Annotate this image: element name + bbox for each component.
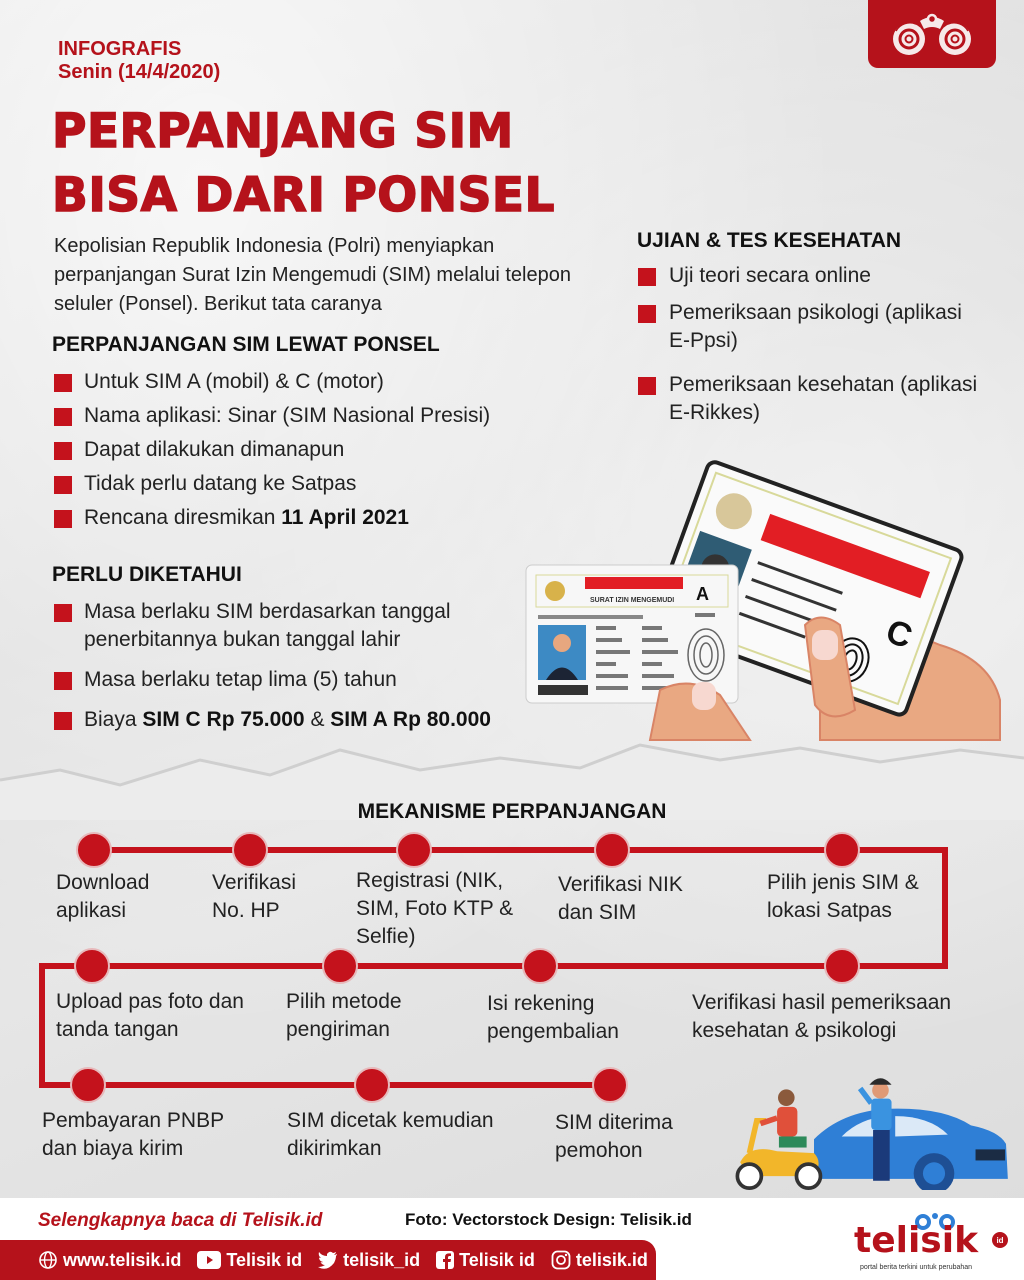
list-item: Rencana diresmikan 11 April 2021 — [54, 504, 534, 532]
list-item: Pemeriksaan psikologi (aplikasi E-Ppsi) — [638, 299, 978, 355]
step-7: Isi rekening pengembalian — [487, 992, 619, 1043]
square-bullet-icon — [638, 305, 656, 323]
square-bullet-icon — [54, 374, 72, 392]
title-line-2: BISA DARI PONSEL — [52, 168, 555, 223]
list-item: Masa berlaku tetap lima (5) tahun — [54, 666, 524, 694]
telisik-logo — [852, 1212, 1022, 1276]
square-bullet-icon — [54, 672, 72, 690]
social-twitter[interactable]: telisik_id — [318, 1250, 420, 1271]
square-bullet-icon — [54, 510, 72, 528]
photo-design-credit: Foto: Vectorstock Design: Telisik.id — [405, 1210, 692, 1229]
title-line-1: PERPANJANG SIM — [52, 104, 514, 159]
section-heading-ujian: UJIAN & TES KESEHATAN — [637, 229, 902, 252]
step-10: Pembayaran PNBP dan biaya kirim — [42, 1109, 224, 1160]
launch-date: 11 April 2021 — [281, 506, 409, 529]
social-facebook[interactable]: Telisik id — [436, 1250, 535, 1271]
step-dot-7 — [523, 949, 557, 983]
step-dot-10 — [71, 1068, 105, 1102]
step-dot-12 — [593, 1068, 627, 1102]
card-a-title: SURAT IZIN MENGEMUDI — [590, 597, 675, 604]
page-title — [52, 100, 555, 228]
list-item: Dapat dilakukan dimanapun — [54, 436, 534, 464]
step-dot-5 — [825, 833, 859, 867]
youtube-icon — [197, 1251, 221, 1269]
step-dot-2 — [233, 833, 267, 867]
globe-icon — [38, 1250, 58, 1270]
square-bullet-icon — [54, 712, 72, 730]
square-bullet-icon — [638, 268, 656, 286]
step-2: Verifikasi No. HP — [212, 871, 297, 922]
list-item: Nama aplikasi: Sinar (SIM Nasional Presisi) — [54, 402, 534, 430]
section-heading-perlu: PERLU DIKETAHUI — [52, 563, 242, 586]
square-bullet-icon — [54, 476, 72, 494]
brand-badge — [868, 0, 996, 68]
step-12: SIM diterima pemohon — [555, 1111, 673, 1162]
sim-a-fee: SIM A Rp 80.000 — [330, 708, 491, 731]
social-youtube[interactable]: Telisik id — [197, 1250, 302, 1271]
card-c-label: C — [881, 612, 918, 657]
list-item: Pemeriksaan kesehatan (aplikasi E-Rikkes) — [638, 371, 978, 427]
step-11: SIM dicetak kemudian dikirimkan — [287, 1109, 494, 1160]
step-dot-3 — [397, 833, 431, 867]
step-dot-6 — [825, 949, 859, 983]
vehicles-illustration — [700, 1070, 1024, 1190]
section-heading-ponsel: PERPANJANGAN SIM LEWAT PONSEL — [52, 333, 440, 356]
intro-paragraph: Kepolisian Republik Indonesia (Polri) menyiapkan perpanjangan Surat Izin Mengemudi (SIM) melalui telepon seluler (Ponsel). Berikut tata caranya — [54, 235, 571, 315]
instagram-icon — [551, 1250, 571, 1270]
step-9: Upload pas foto dan tanda tangan — [56, 990, 244, 1041]
step-dot-8 — [323, 949, 357, 983]
kicker — [58, 38, 220, 84]
list-item: Tidak perlu datang ke Satpas — [54, 470, 534, 498]
read-more-link[interactable]: Selengkapnya baca di Telisik.id — [38, 1210, 323, 1231]
step-5: Pilih jenis SIM & lokasi Satpas — [767, 871, 919, 922]
logo-tagline: portal berita terkini untuk perubahan — [860, 1264, 973, 1271]
step-dot-9 — [75, 949, 109, 983]
mechanism-heading: MEKANISME PERPANJANGAN — [357, 800, 667, 823]
step-8: Pilih metode pengiriman — [286, 990, 402, 1041]
square-bullet-icon — [54, 604, 72, 622]
binoculars-icon — [882, 11, 982, 57]
step-3: Registrasi (NIK, SIM, Foto KTP & Selfie) — [356, 869, 514, 948]
step-6: Verifikasi hasil pemeriksaan kesehatan & psikologi — [692, 991, 952, 1042]
social-instagram[interactable]: telisik.id — [551, 1250, 648, 1271]
list-item: Biaya SIM C Rp 75.000 & SIM A Rp 80.000 — [54, 706, 524, 734]
ponsel-list — [54, 368, 534, 538]
step-1: Download aplikasi — [56, 871, 150, 922]
twitter-icon — [318, 1251, 338, 1269]
sim-c-fee: SIM C Rp 75.000 — [142, 708, 305, 731]
facebook-icon — [436, 1251, 454, 1269]
social-website[interactable]: www.telisik.id — [38, 1250, 181, 1271]
step-4: Verifikasi NIK dan SIM — [558, 873, 683, 924]
step-dot-11 — [355, 1068, 389, 1102]
sim-cards-illustration — [520, 450, 1024, 750]
perlu-list — [54, 598, 524, 746]
logo-wordmark: telisik — [854, 1220, 979, 1261]
kicker-label: INFOGRAFIS — [58, 38, 182, 60]
card-a-label: A — [696, 584, 709, 604]
publish-date: Senin (14/4/2020) — [58, 61, 221, 83]
step-dot-4 — [595, 833, 629, 867]
list-item: Untuk SIM A (mobil) & C (motor) — [54, 368, 534, 396]
social-bar — [0, 1240, 656, 1280]
logo-id-badge: id — [992, 1232, 1008, 1248]
ujian-list — [638, 262, 978, 436]
square-bullet-icon — [54, 442, 72, 460]
list-item: Masa berlaku SIM berdasarkan tanggal penerbitannya bukan tanggal lahir — [54, 598, 524, 654]
list-item: Uji teori secara online — [638, 262, 978, 290]
step-dot-1 — [77, 833, 111, 867]
square-bullet-icon — [54, 408, 72, 426]
square-bullet-icon — [638, 377, 656, 395]
